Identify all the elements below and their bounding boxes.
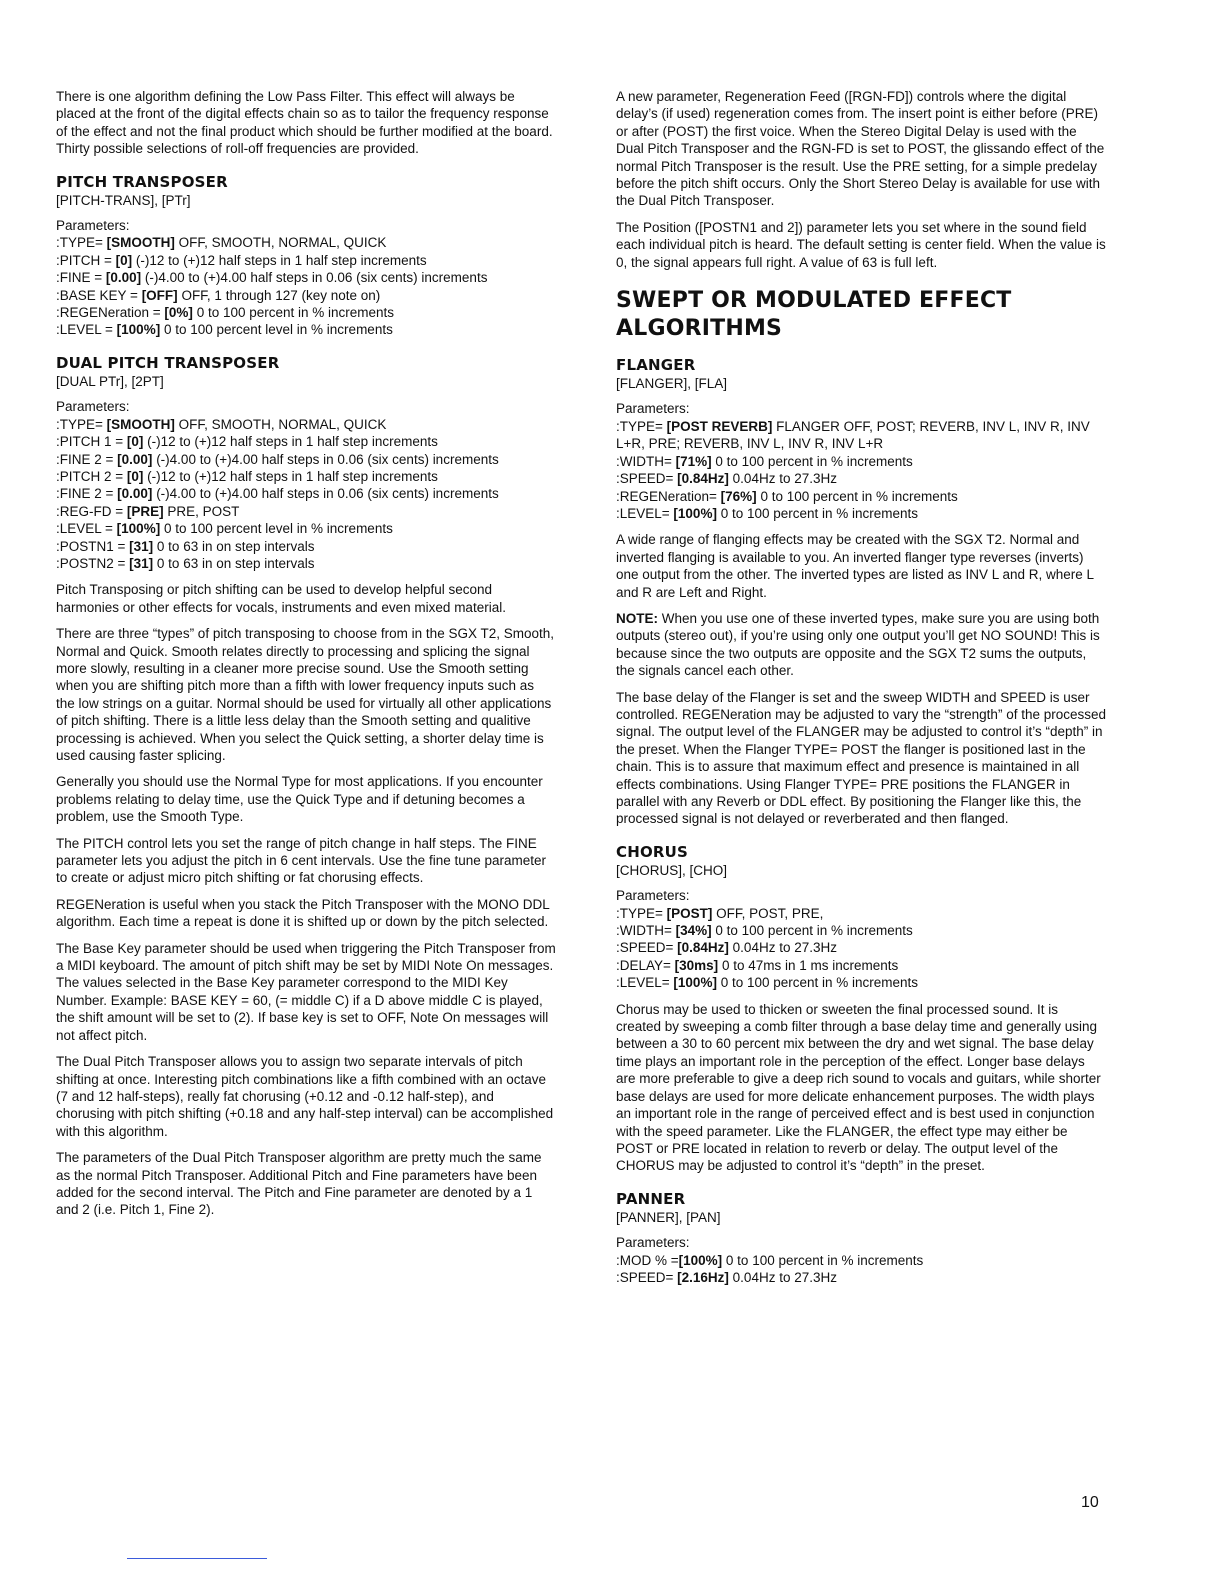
param-line: :LEVEL = [100%] 0 to 100 percent level in % increments	[56, 521, 393, 537]
note-text: When you use one of these inverted types, make sure you are using both outputs (stereo out), if you’re using only one output you’ll get NO SOUND! This is because since the two outputs are opposite and the SGX T2 sums the outputs, the signals cancel each other.	[616, 610, 1100, 679]
param-line: :TYPE= [SMOOTH] OFF, SMOOTH, NORMAL, QUICK	[56, 416, 387, 432]
param-line: :SPEED= [0.84Hz] 0.04Hz to 27.3Hz	[616, 471, 837, 487]
pitch-transposer-title: PITCH TRANSPOSER	[56, 172, 228, 191]
section-heading: SWEPT OR MODULATED EFFECT ALGORITHMS	[616, 288, 1012, 342]
param-line: :FINE 2 = [0.00] (-)4.00 to (+)4.00 half steps in 0.06 (six cents) increments	[56, 451, 499, 467]
body-paragraph: A wide range of flanging effects may be created with the SGX T2. Normal and inverted flanging is available to you. An inverted flanger type reverses (inverts) one output from the other. The inverted types are listed as INV L and R, where L and R are Left and Right.	[616, 532, 1094, 600]
param-line: :BASE KEY = [OFF] OFF, 1 through 127 (key note on)	[56, 287, 381, 303]
param-line: :PITCH 1 = [0] (-)12 to (+)12 half steps in 1 half step increments	[56, 434, 438, 450]
param-line: :REG-FD = [PRE] PRE, POST	[56, 503, 240, 519]
chorus-title: CHORUS	[616, 842, 689, 861]
chorus-subtitle: [CHORUS], [CHO]	[616, 862, 728, 878]
note-paragraph	[616, 610, 1106, 680]
param-line: :POSTN1 = [31] 0 to 63 in on step intervals	[56, 538, 315, 554]
right-column	[616, 88, 1106, 1295]
flanger-title: FLANGER	[616, 356, 696, 375]
params-label: Parameters:	[616, 401, 690, 417]
dual-pitch-transposer-params	[56, 398, 556, 572]
flanger-params	[616, 400, 1106, 522]
param-line: :LEVEL= [100%] 0 to 100 percent in % increments	[616, 975, 919, 991]
body-paragraph: Chorus may be used to thicken or sweeten the final processed sound. It is created by sweeping a comb filter through a base delay time and generally using between a 30 to 60 percent mix between the dry and wet signal. The base delay time plays an important role in the perception of the effect. Longer base delays are more preferable to give a deep rich sound to vocals and guitars, while shorter base delays are used for more delicate enhancement purposes. The width plays an important role in the range of perceived effect and is best used in conjunction with the speed parameter. Like the FLANGER, the effect type may either be POST or PRE located in relation to reverb or delay. The output level of the CHORUS may be adjusted to control it’s “depth” in the preset.	[616, 1001, 1101, 1174]
param-line: :LEVEL = [100%] 0 to 100 percent level in % increments	[56, 322, 393, 338]
chorus-params	[616, 887, 1106, 991]
params-label: Parameters:	[56, 399, 130, 415]
body-paragraph: The Dual Pitch Transposer allows you to assign two separate intervals of pitch shifting at once. Interesting pitch combinations like a fifth combined with an octave (7 and 12 half-steps), really fat chorusing (+0.12 and -0.12 half-step), and chorusing with pitch shifting (+0.18 and any half-step interval) can be accomplished with this algorithm.	[56, 1054, 554, 1139]
param-line: :FINE = [0.00] (-)4.00 to (+)4.00 half steps in 0.06 (six cents) increments	[56, 270, 488, 286]
param-line: :MOD % =[100%] 0 to 100 percent in % increments	[616, 1252, 924, 1268]
param-line: :DELAY= [30ms] 0 to 47ms in 1 ms increments	[616, 957, 899, 973]
param-line: :FINE 2 = [0.00] (-)4.00 to (+)4.00 half steps in 0.06 (six cents) increments	[56, 486, 499, 502]
param-line: :SPEED= [0.84Hz] 0.04Hz to 27.3Hz	[616, 940, 837, 956]
panner-title: PANNER	[616, 1189, 686, 1208]
body-paragraph: The base delay of the Flanger is set and the sweep WIDTH and SPEED is user controlled. REGENeration may be adjusted to vary the “strength” of the processed signal. The output level of the FLANGER may be adjusted to control it’s “depth” in the preset. When the Flanger TYPE= POST the flanger is positioned last in the chain. This is to assure that maximum effect and presence is maintained in all effects combinations. Using Flanger TYPE= PRE positions the FLANGER in parallel with any Reverb or DDL effect. By positioning the Flanger like this, the processed signal is not delayed or reverberated and then flanged.	[616, 689, 1107, 827]
param-line: :WIDTH= [71%] 0 to 100 percent in % increments	[616, 453, 913, 469]
param-line: :POSTN2 = [31] 0 to 63 in on step intervals	[56, 555, 315, 571]
param-line: :PITCH 2 = [0] (-)12 to (+)12 half steps in 1 half step increments	[56, 468, 438, 484]
params-label: Parameters:	[56, 218, 130, 234]
body-paragraph: The Position ([POSTN1 and 2]) parameter lets you set where in the sound field each individual pitch is heard. The default setting is center field. When the value is 0, the signal appears full right. A value of 63 is full left.	[616, 219, 1106, 270]
flanger-subtitle: [FLANGER], [FLA]	[616, 376, 728, 392]
note-label: NOTE:	[616, 610, 658, 626]
page-number: 10	[1081, 1494, 1099, 1511]
pitch-transposer-params	[56, 217, 556, 339]
body-paragraph: REGENeration is useful when you stack the Pitch Transposer with the MONO DDL algorithm. Each time a repeat is done it is shifted up or down by the pitch selected.	[56, 896, 550, 930]
param-line: :REGENeration= [76%] 0 to 100 percent in % increments	[616, 488, 958, 504]
body-paragraph: Pitch Transposing or pitch shifting can be used to develop helpful second harmonies or other effects for vocals, instruments and even mixed material.	[56, 582, 506, 615]
params-label: Parameters:	[616, 1235, 690, 1251]
pitch-transposer-subtitle: [PITCH-TRANS], [PTr]	[56, 192, 191, 208]
body-paragraph: The Base Key parameter should be used when triggering the Pitch Transposer from a MIDI keyboard. The amount of pitch shift may be set by MIDI Note On messages. The values selected in the Base Key parameter correspond to the MIDI Key Number. Example: BASE KEY = 60, (= middle C) if a D above middle C is played, the shift amount will be set to (2). If base key is set to OFF, Note On messages will not affect pitch.	[56, 940, 556, 1043]
param-line: :REGENeration = [0%] 0 to 100 percent in % increments	[56, 305, 395, 321]
dual-pitch-transposer-title: DUAL PITCH TRANSPOSER	[56, 353, 280, 372]
body-paragraph: A new parameter, Regeneration Feed ([RGN-FD]) controls where the digital delay’s (if used) regeneration comes from. The insert point is either before (PRE) or after (POST) the first voice. When the Stereo Digital Delay is used with the Dual Pitch Transposer and the RGN-FD is set to POST, the glissando effect of the normal Pitch Transposer is the result. Use the PRE setting, for a simple predelay before the pitch shift occurs. Only the Short Stereo Delay is available for use with the Dual Pitch Transposer.	[616, 89, 1105, 209]
param-line: :PITCH = [0] (-)12 to (+)12 half steps in 1 half step increments	[56, 252, 427, 268]
param-line: :TYPE= [POST REVERB] FLANGER OFF, POST; REVERB, INV L, INV R, INV L+R, PRE; REVERB, INV L, INV R, INV L+R	[616, 418, 1090, 452]
left-column	[56, 88, 556, 1228]
param-line: :LEVEL= [100%] 0 to 100 percent in % increments	[616, 505, 919, 521]
params-label: Parameters:	[616, 888, 690, 904]
panner-params	[616, 1234, 1106, 1286]
param-line: :SPEED= [2.16Hz] 0.04Hz to 27.3Hz	[616, 1269, 837, 1285]
panner-subtitle: [PANNER], [PAN]	[616, 1209, 721, 1225]
body-paragraph: The PITCH control lets you set the range of pitch change in half steps. The FINE parameter lets you adjust the pitch in 6 cent intervals. Use the fine tune parameter to create or adjust micro pitch shifting or fat chorusing effects.	[56, 835, 547, 886]
dual-pitch-transposer-subtitle: [DUAL PTr], [2PT]	[56, 373, 164, 389]
intro-paragraph: There is one algorithm defining the Low Pass Filter. This effect will always be placed at the front of the digital effects chain so as to tailor the frequency response of the effect and not the final product which should be further modified at the board. Thirty possible selections of roll-off frequencies are provided.	[56, 89, 553, 157]
body-paragraph: The parameters of the Dual Pitch Transposer algorithm are pretty much the same as the normal Pitch Transposer. Additional Pitch and Fine parameters have been added for the second interval. The Pitch and Fine parameter are denoted by a 1 and 2 (i.e. Pitch 1, Fine 2).	[56, 1150, 542, 1218]
footer-divider	[127, 1558, 267, 1559]
body-paragraph: Generally you should use the Normal Type for most applications. If you encounter problems relating to delay time, use the Quick Type and if detuning becomes a problem, use the Smooth Type.	[56, 774, 543, 825]
param-line: :WIDTH= [34%] 0 to 100 percent in % increments	[616, 923, 913, 939]
body-paragraph: There are three “types” of pitch transposing to choose from in the SGX T2, Smooth, Normal and Quick. Smooth relates directly to processing and splicing the signal more slowly, resulting in a cleaner more precise sound. Use the Smooth setting when you are shifting pitch more than a fifth with lower frequency inputs such as the low strings on a guitar. Normal should be used for virtually all other applications of pitch shifting. There is a little less delay than the Smooth setting and qualitive processing is achieved. When you select the Quick setting, a shorter delay time is used causing faster splicing.	[56, 626, 554, 763]
param-line: :TYPE= [POST] OFF, POST, PRE,	[616, 905, 824, 921]
param-line: :TYPE= [SMOOTH] OFF, SMOOTH, NORMAL, QUICK	[56, 235, 387, 251]
